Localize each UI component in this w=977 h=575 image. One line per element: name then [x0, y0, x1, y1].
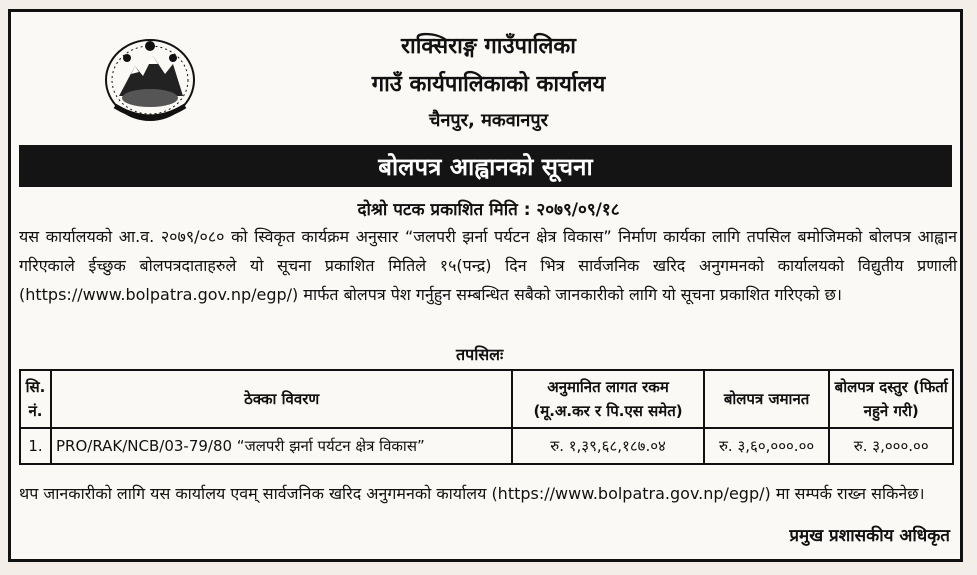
notice-title: बोलपत्र आह्वानको सूचना — [378, 152, 593, 181]
cell-bid-fee: रु. ३,०००.०० — [829, 428, 953, 464]
org-name: राक्सिराङ्ग गाउँपालिका — [401, 34, 576, 59]
cell-bid-security: रु. ३,६०,०००.०० — [704, 428, 830, 464]
cell-description: PRO/RAK/NCB/03-79/80 “जलपरी झर्ना पर्यटन क्षेत्र विकास” — [51, 428, 512, 464]
col-header-sn: सि. नं. — [20, 370, 51, 428]
signature-title: प्रमुख प्रशासकीय अधिकृत — [789, 526, 950, 546]
office-name: गाउँ कार्यपालिकाको कार्यालय — [371, 72, 606, 97]
cell-sn: 1. — [20, 428, 51, 464]
col-header-bid-security: बोलपत्र जमानत — [704, 370, 830, 428]
publish-date: दोश्रो पटक प्रकाशित मिति : २०७९/०९/१८ — [357, 200, 620, 220]
col-header-description: ठेक्का विवरण — [51, 370, 512, 428]
footer-note: थप जानकारीको लागि यस कार्यालय एवम् सार्वजनिक खरिद अनुगमनको कार्यालय (https://www.bolpatra.gov.np/egp/) मा सम्पर्क राख्न सकिनेछ। — [19, 484, 925, 503]
col-header-estimated-cost: अनुमानित लागत रकम (मू.अ.कर र पि.एस समेत) — [512, 370, 703, 428]
col-header-bid-fee: बोलपत्र दस्तुर (फिर्ता नहुने गरी) — [829, 370, 953, 428]
table-row — [20, 428, 953, 464]
cell-estimated-cost: रु. १,३९,६८,१८७.०४ — [512, 428, 703, 464]
details-heading: तपसिलः — [456, 345, 504, 364]
bid-details-table — [19, 369, 954, 465]
office-location: चैनपुर, मकवानपुर — [429, 110, 548, 131]
notice-title-banner — [19, 145, 952, 187]
notice-body: यस कार्यालयको आ.व. २०७९/०८० को स्विकृत कार्यक्रम अनुसार “जलपरी झर्ना पर्यटन क्षेत्र विकास” निर्माण कार्यका लागि तपसिल बमोजिमको बोलपत्र आह्वान गरिएकाले ईच्छुक बोलपत्रदाताहरुले यो सूचना प्रकाशित मितिले १५(पन्द्र) दिन भित्र सार्वजनिक खरिद अनुगमनको कार्यालयको विद्युतीय प्रणाली (https://www.bolpatra.gov.np/egp/) मार्फत बोलपत्र पेश गर्नुहुन सम्बन्धित सबैको जानकारीको लागि यो सूचना प्रकाशित गरिएको छ। — [19, 227, 957, 304]
table-header-row — [20, 370, 953, 428]
